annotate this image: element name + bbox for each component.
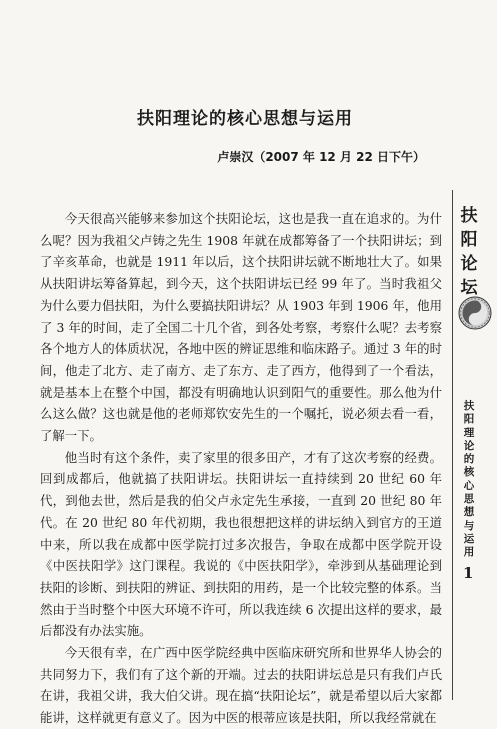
side-subtitle-char: 思 bbox=[463, 493, 475, 506]
side-subtitle-char: 的 bbox=[463, 453, 475, 466]
margin-divider bbox=[452, 190, 453, 700]
side-subtitle-char: 运 bbox=[463, 532, 475, 545]
paragraph: 今天很高兴能够来参加这个扶阳论坛，这也是我一直在追求的。为什么呢？因为我祖父卢铸之先生 1908 年就在成都筹备了一个扶阳讲坛；到了辛亥革命，也就是 1911 年以后，这个扶阳讲坛就不断地壮大了。如果从扶阳讲坛筹备算起，到今天，这个扶阳讲坛已经 99 年了。当时我祖父为什么要力倡扶阳，为什么要搞扶阳讲坛？从 1903 年到 1906 年，他用了 3 年的时间，走了全国二十几个省，到各处考察，考察什么呢？去考察各个地方人的体质状况，各地中医的辨证思维和临床路子。通过 3 年的时间，他走了北方、走了南方、走了东方、走了西方，他得到了一个看法，就是基本上在整个中国，都没有明确地认识到阳气的重要性。那么他为什么这么做？这也就是他的老师郑钦安先生的一个嘱托，说必须去看一看，了解一下。 bbox=[40, 211, 442, 444]
side-title-char: 论 bbox=[460, 254, 478, 274]
side-subtitle-char: 心 bbox=[463, 479, 475, 492]
section-side-title bbox=[458, 204, 480, 300]
article-body bbox=[40, 208, 442, 729]
side-subtitle-char: 扶 bbox=[463, 400, 475, 412]
paragraph: 今天很有幸，在广西中医学院经典中医临床研究所和世界华人协会的共同努力下，我们有了这个新的开端。过去的扶阳讲坛总是只有我们卢氏在讲，我祖父讲，我大伯父讲。现在搞“扶阳论坛”，就是希望以后大家都能讲，这样就更有意义了。因为中医的根蒂应该是扶阳，所以我经常就在 bbox=[40, 645, 442, 726]
side-title-char: 扶 bbox=[460, 206, 478, 226]
side-subtitle-char: 理 bbox=[463, 426, 475, 439]
side-subtitle-char: 想 bbox=[463, 506, 475, 519]
side-subtitle-char: 用 bbox=[463, 546, 475, 559]
article-title: 扶阳理论的核心思想与运用 bbox=[137, 109, 353, 129]
article-byline: 卢崇汉（2007 年 12 月 22 日下午） bbox=[217, 150, 425, 164]
section-side-subtitle bbox=[462, 400, 476, 560]
side-subtitle-char: 阳 bbox=[463, 413, 475, 426]
side-title-char: 阳 bbox=[460, 230, 478, 250]
side-subtitle-char: 论 bbox=[463, 439, 475, 452]
side-subtitle-char: 核 bbox=[463, 466, 475, 479]
side-subtitle-char: 与 bbox=[463, 519, 475, 532]
page-number: 1 bbox=[463, 564, 474, 582]
side-title-char: 坛 bbox=[460, 278, 478, 298]
paragraph: 他当时有这个条件，卖了家里的很多田产，才有了这次考察的经费。回到成都后，他就搞了扶阳讲坛。扶阳讲坛一直持续到 20 世纪 60 年代，到他去世，然后是我的伯父卢永定先生承接，一直到 20 世纪 80 年代。在 20 世纪 80 年代初期，我也很想把这样的讲坛纳入到官方的王道中来，所以我在成都中医学院打过多次报告，争取在成都中医学院开设《中医扶阳学》这门课程。我说的《中医扶阳学》，牵涉到从基础理论到扶阳的诊断、到扶阳的辨证、到扶阳的用药，是一个比较完整的体系。当然由于当时整个中医大环境不许可，所以我连续 6 次提出这样的要求，最后都没有办法实施。 bbox=[40, 449, 442, 639]
taiji-emblem-icon bbox=[458, 296, 492, 330]
